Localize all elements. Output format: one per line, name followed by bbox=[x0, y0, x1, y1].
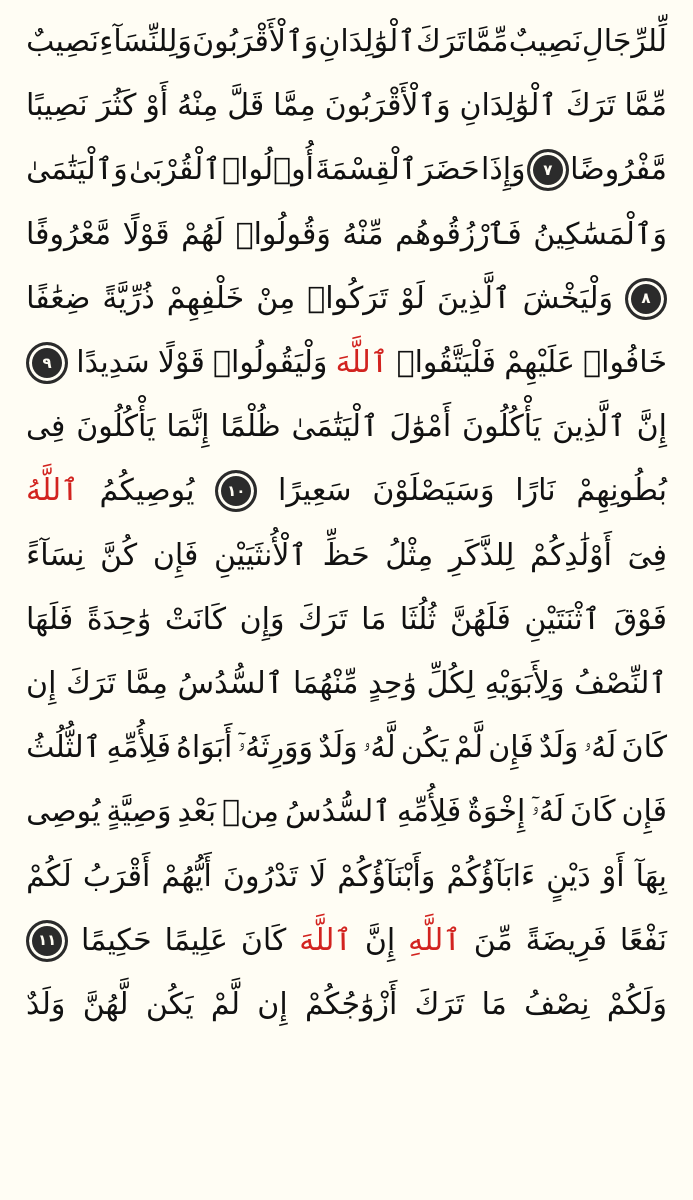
verse-word: ظُلْمًا bbox=[220, 409, 281, 445]
verse-word: أَزْوَٰجُكُمْ bbox=[304, 986, 398, 1022]
verse-word: حَظِّ bbox=[322, 537, 370, 573]
verse-word: وَلَدٌ bbox=[26, 986, 66, 1022]
verse-word: إِنَّ bbox=[636, 409, 667, 445]
verse-word: وَلَدٌ bbox=[538, 730, 579, 766]
verse-word: حَضَرَ bbox=[418, 152, 480, 188]
verse-word: تَرَكَ bbox=[414, 986, 465, 1022]
verse-word: كُنَّ bbox=[100, 537, 138, 573]
ayah-number-marker bbox=[26, 920, 68, 962]
divine-name-word: ٱللَّهِ bbox=[408, 922, 461, 958]
verse-word: قَوْلًا bbox=[122, 216, 170, 252]
verse-word: تَرَكَ bbox=[565, 88, 616, 124]
verse-word: ٱثْنَتَيْنِ bbox=[524, 601, 601, 637]
verse-word: عَلِيمًا bbox=[164, 922, 228, 958]
verse-word: نِسَآءً bbox=[26, 537, 85, 573]
verse-word: مِمَّا bbox=[273, 88, 316, 124]
verse-word: إِن bbox=[257, 986, 288, 1022]
verse-word: قَلَّ bbox=[227, 88, 265, 124]
divine-name-word: ٱللَّهَ bbox=[299, 922, 352, 958]
verse-word: يَكُن bbox=[145, 986, 194, 1022]
verse-word: فَلَهَا bbox=[26, 601, 74, 637]
verse-line bbox=[26, 909, 667, 973]
verse-word: أَوْلَٰدِكُمْ bbox=[530, 537, 613, 573]
ayah-number-marker bbox=[527, 149, 569, 191]
verse-word: وَلْيَقُولُوا۟ bbox=[213, 345, 328, 381]
verse-word: يُوصِى bbox=[26, 794, 101, 830]
verse-word: ٱلنِّصْفُ bbox=[574, 665, 667, 701]
verse-word: لَّهُنَّ bbox=[82, 986, 129, 1022]
verse-word: خَافُوا۟ bbox=[583, 345, 667, 381]
verse-line bbox=[26, 331, 667, 395]
verse-word: مِّنَ bbox=[473, 922, 513, 958]
ayah-number-marker bbox=[26, 342, 68, 384]
verse-line bbox=[26, 716, 667, 780]
verse-word: وَٱلْأَقْرَبُونَ bbox=[324, 88, 451, 124]
verse-word: ٱلْقُرْبَىٰ bbox=[129, 152, 221, 188]
verse-word: يَكُن bbox=[400, 730, 449, 766]
verse-word: مِّنْهُ bbox=[342, 216, 384, 252]
verse-word: فَلِأُمِّهِ bbox=[396, 794, 462, 830]
verse-word: مِمَّا bbox=[125, 665, 168, 701]
verse-line bbox=[26, 652, 667, 716]
verse-word: ضِعَٰفًا bbox=[26, 280, 91, 316]
verse-word: ٱلسُّدُسُ bbox=[284, 794, 391, 830]
verse-word: مِنْ bbox=[256, 280, 296, 316]
verse-word: لِلذَّكَرِ bbox=[448, 537, 515, 573]
verse-word: دَيْنٍ bbox=[546, 858, 591, 894]
verse-word: بُطُونِهِمْ bbox=[576, 473, 667, 509]
verse-word: ٱلْيَتَٰمَىٰ bbox=[291, 409, 379, 445]
verse-word: ٱلسُّدُسُ bbox=[177, 665, 284, 701]
verse-line bbox=[26, 267, 667, 331]
ayah-number-marker bbox=[215, 470, 257, 512]
verse-word: مِنْهُ bbox=[177, 88, 219, 124]
verse-word: مَا bbox=[361, 601, 387, 637]
verse-word: وَلَكُمْ bbox=[606, 986, 667, 1022]
verse-word: لَّهُۥ bbox=[362, 730, 396, 766]
verse-word: أَمْوَٰلَ bbox=[389, 409, 452, 445]
verse-word: سَدِيدًا bbox=[76, 345, 150, 381]
verse-word: فَإِن bbox=[488, 730, 534, 766]
verse-word: فَوْقَ bbox=[613, 601, 667, 637]
ayah-number: ١١ bbox=[37, 931, 57, 950]
verse-line bbox=[26, 395, 667, 459]
verse-word: لِكُلِّ bbox=[426, 665, 475, 701]
verse-word: كَانَ bbox=[240, 922, 287, 958]
verse-word: فَرِيضَةً bbox=[525, 922, 607, 958]
verse-word: ٱلْوَٰلِدَانِ bbox=[318, 24, 416, 60]
verse-word: سَعِيرًا bbox=[278, 473, 352, 509]
verse-word: كَانَتْ bbox=[164, 601, 227, 637]
verse-word: إِن bbox=[26, 665, 57, 701]
verse-word: كَانَ bbox=[621, 730, 667, 766]
verse-word: وَلَدٌ bbox=[318, 730, 358, 766]
verse-word: يَأْكُلُونَ bbox=[76, 409, 156, 445]
verse-word: تَرَكَ bbox=[416, 24, 466, 60]
divine-name-word: ٱللَّهُ bbox=[26, 473, 79, 509]
verse-word: إِنَّ bbox=[364, 922, 396, 958]
verse-word: وَٱلْيَتَٰمَىٰ bbox=[26, 152, 128, 188]
verse-word: خَلْفِهِمْ bbox=[166, 280, 245, 316]
verse-word: مِنۢ bbox=[222, 794, 279, 830]
verse-word: فَإِن bbox=[152, 537, 199, 573]
verse-word: نَصِيبٌ bbox=[508, 24, 582, 60]
verse-word: مَّفْرُوضًا bbox=[570, 152, 667, 188]
verse-word: وَلِلنِّسَآءِ bbox=[99, 24, 192, 60]
verse-word: وَوَرِثَهُۥٓ bbox=[237, 730, 314, 766]
verse-line bbox=[26, 973, 667, 1037]
verse-word: ٱلثُّلُثُ bbox=[26, 730, 102, 766]
verse-lines bbox=[26, 10, 667, 1037]
verse-word: مِّمَّا bbox=[465, 24, 509, 60]
verse-word: لَكُمْ bbox=[26, 858, 72, 894]
verse-word: كَانَ bbox=[570, 794, 616, 830]
ayah-number-marker bbox=[625, 278, 667, 320]
verse-word: وَإِن bbox=[239, 601, 285, 637]
verse-word: أُو۟لُوا۟ bbox=[222, 152, 314, 188]
verse-word: تَرَكُوا۟ bbox=[307, 280, 389, 316]
verse-word: لَّمْ bbox=[453, 730, 483, 766]
verse-word: أَقْرَبُ bbox=[82, 858, 151, 894]
verse-line bbox=[26, 844, 667, 908]
verse-word: وَأَبْنَآؤُكُمْ bbox=[337, 858, 436, 894]
verse-word: وَسَيَصْلَوْنَ bbox=[372, 473, 495, 509]
verse-word: أَوْ bbox=[601, 858, 625, 894]
verse-word: كَثُرَ bbox=[96, 88, 137, 124]
ayah-number: ١٠ bbox=[227, 481, 246, 500]
verse-word: وَلِأَبَوَيْهِ bbox=[484, 665, 565, 701]
verse-word: مِّنْهُمَا bbox=[293, 665, 359, 701]
verse-word: بَعْدِ bbox=[177, 794, 217, 830]
verse-word: فَلْيَتَّقُوا۟ bbox=[396, 345, 496, 381]
verse-word: لَوْ bbox=[400, 280, 425, 316]
verse-word: يُوصِيكُمُ bbox=[99, 473, 195, 509]
verse-line bbox=[26, 780, 667, 844]
verse-word: تَرَكَ bbox=[66, 665, 116, 701]
verse-word: لِّلرِّجَالِ bbox=[581, 24, 667, 60]
verse-line bbox=[26, 138, 667, 202]
verse-line bbox=[26, 203, 667, 267]
verse-word: وَقُولُوا۟ bbox=[235, 216, 331, 252]
verse-word: وَصِيَّةٍ bbox=[106, 794, 172, 830]
verse-word: يَأْكُلُونَ bbox=[462, 409, 542, 445]
verse-word: مَا bbox=[481, 986, 507, 1022]
ayah-number: ٨ bbox=[641, 289, 651, 308]
verse-word: ٱلْأُنثَيَيْنِ bbox=[213, 537, 308, 573]
verse-word: إِخْوَةٌ bbox=[467, 794, 526, 830]
verse-line bbox=[26, 74, 667, 138]
ayah-number: ٩ bbox=[42, 353, 52, 372]
divine-name-word: ٱللَّهَ bbox=[335, 345, 389, 381]
verse-word: عَلَيْهِمْ bbox=[504, 345, 575, 381]
verse-word: ٱلْوَٰلِدَانِ bbox=[459, 88, 557, 124]
verse-word: فَلِأُمِّهِ bbox=[106, 730, 171, 766]
verse-word: وَٰحِدَةً bbox=[86, 601, 152, 637]
verse-word: نَارًا bbox=[515, 473, 556, 509]
verse-word: ٱلْقِسْمَةَ bbox=[315, 152, 418, 188]
verse-word: أَيُّهُمْ bbox=[161, 858, 212, 894]
verse-word: بِهَآ bbox=[635, 858, 667, 894]
verse-line bbox=[26, 10, 667, 74]
verse-word: ٱلَّذِينَ bbox=[436, 280, 511, 316]
verse-word: إِنَّمَا bbox=[166, 409, 210, 445]
verse-word: وَٰحِدٍ bbox=[368, 665, 417, 701]
verse-word: قَوْلًا bbox=[157, 345, 205, 381]
verse-word: لَّمْ bbox=[210, 986, 240, 1022]
verse-word: وَإِذَا bbox=[481, 152, 526, 188]
verse-word: ذُرِّيَّةً bbox=[102, 280, 155, 316]
verse-line bbox=[26, 588, 667, 652]
verse-word: ثُلُثَا bbox=[399, 601, 437, 637]
verse-word: أَوْ bbox=[145, 88, 169, 124]
verse-word: لَا bbox=[309, 858, 327, 894]
verse-word: ءَابَآؤُكُمْ bbox=[446, 858, 536, 894]
verse-word: نَفْعًا bbox=[619, 922, 667, 958]
verse-word: وَٱلْمَسَٰكِينُ bbox=[533, 216, 667, 252]
verse-word: تَرَكَ bbox=[298, 601, 348, 637]
verse-word: فِى bbox=[26, 409, 66, 445]
verse-word: نَصِيبٌ bbox=[26, 24, 99, 60]
verse-word: لَهُۥٓ bbox=[531, 794, 565, 830]
verse-word: فَإِن bbox=[621, 794, 667, 830]
verse-word: لَهُمْ bbox=[181, 216, 225, 252]
verse-word: مِثْلُ bbox=[385, 537, 434, 573]
verse-word: فَٱرْزُقُوهُم bbox=[395, 216, 522, 252]
verse-word: لَهُۥ bbox=[583, 730, 617, 766]
verse-word: مَّعْرُوفًا bbox=[26, 216, 112, 252]
verse-line bbox=[26, 459, 667, 523]
verse-word: نِصْفُ bbox=[524, 986, 590, 1022]
verse-word: تَدْرُونَ bbox=[222, 858, 299, 894]
verse-word: ٱلَّذِينَ bbox=[552, 409, 626, 445]
verse-word: فِىٓ bbox=[627, 537, 667, 573]
verse-line bbox=[26, 524, 667, 588]
verse-word: مِّمَّا bbox=[624, 88, 667, 124]
ayah-number: ٧ bbox=[543, 160, 553, 179]
verse-word: فَلَهُنَّ bbox=[449, 601, 511, 637]
verse-word: نَصِيبًا bbox=[26, 88, 88, 124]
verse-word: وَلْيَخْشَ bbox=[522, 280, 613, 316]
verse-word: وَٱلْأَقْرَبُونَ bbox=[192, 24, 319, 60]
verse-word: أَبَوَاهُ bbox=[176, 730, 233, 766]
verse-word: حَكِيمًا bbox=[81, 922, 152, 958]
